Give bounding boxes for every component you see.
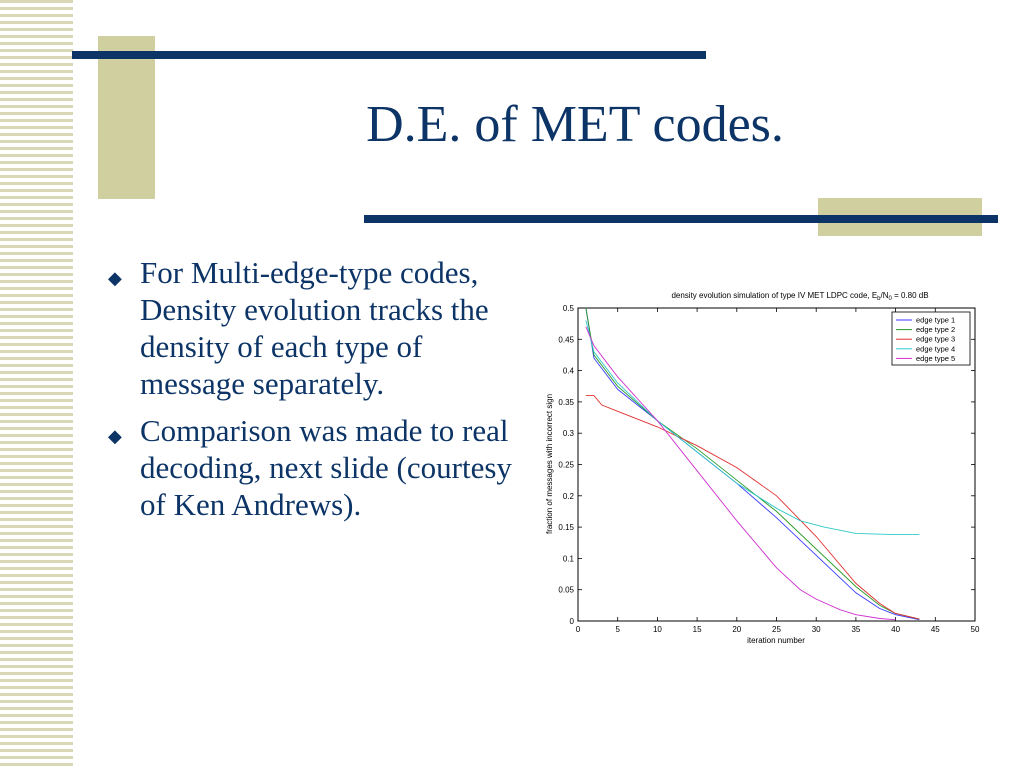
bullet-text: Comparison was made to real decoding, next slide (courtesy of Ken Andrews). — [140, 413, 512, 522]
decorative-stripes — [0, 0, 73, 768]
y-tick-label: 0.5 — [562, 304, 574, 313]
x-tick-label: 30 — [811, 625, 821, 634]
density-evolution-chart — [540, 282, 1000, 652]
y-tick-label: 0.35 — [558, 397, 574, 407]
y-tick-label: 0 — [569, 617, 574, 626]
chart-title: density evolution simulation of type IV MET LDPC code, $E_b/N_0 = 0.80$ dB — [671, 291, 929, 302]
legend-label: edge type 4 — [916, 344, 956, 354]
x-tick-label: 45 — [930, 625, 940, 634]
y-tick-label: 0.15 — [558, 523, 574, 533]
y-tick-label: 0.1 — [562, 554, 574, 564]
y-tick-label: 0.25 — [558, 460, 574, 470]
x-tick-label: 0 — [575, 625, 581, 634]
diamond-bullet-icon: ◆ — [108, 268, 122, 288]
slide-title: D.E. of MET codes. — [366, 96, 784, 153]
legend-label: edge type 5 — [916, 353, 956, 363]
bullet-list — [104, 254, 524, 533]
x-tick-label: 15 — [692, 625, 702, 634]
legend-label: edge type 1 — [916, 315, 956, 325]
title-rule-bottom — [364, 215, 998, 223]
legend — [892, 312, 970, 365]
legend-label: edge type 3 — [916, 334, 956, 344]
y-tick-label: 0.05 — [558, 585, 574, 595]
legend-label: edge type 2 — [916, 325, 956, 335]
y-axis-label: fraction of messages with incorrect sign — [545, 393, 554, 535]
x-tick-label: 20 — [732, 625, 742, 634]
bullet-text: For Multi-edge-type codes, Density evolution tracks the density of each type of message separately. — [140, 255, 489, 401]
y-tick-label: 0.4 — [562, 366, 574, 376]
title-rule-top — [72, 51, 706, 59]
x-axis-label: iteration number — [747, 636, 805, 645]
x-tick-label: 35 — [851, 625, 861, 634]
y-tick-label: 0.3 — [562, 429, 574, 439]
x-tick-label: 25 — [772, 625, 781, 634]
x-tick-label: 40 — [891, 625, 901, 634]
bullet-item — [104, 412, 524, 523]
accent-block-left — [98, 36, 155, 199]
x-tick-label: 50 — [970, 625, 980, 634]
diamond-bullet-icon: ◆ — [108, 426, 122, 446]
bullet-item — [104, 254, 524, 402]
y-tick-label: 0.2 — [562, 491, 574, 501]
y-tick-label: 0.45 — [558, 335, 574, 345]
x-tick-label: 5 — [615, 625, 620, 634]
x-tick-label: 10 — [652, 625, 662, 634]
